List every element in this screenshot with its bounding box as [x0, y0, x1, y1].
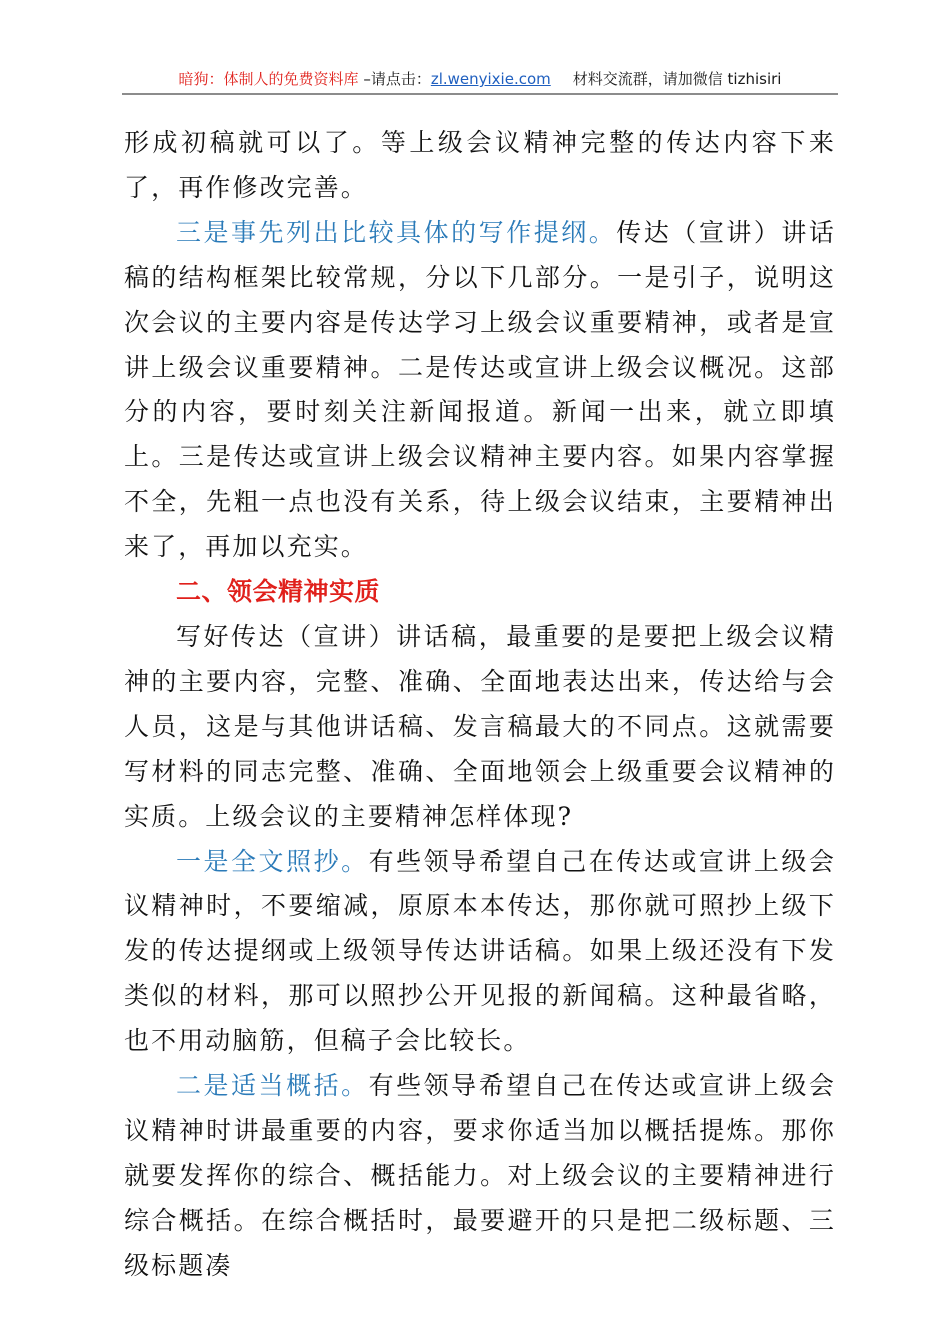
paragraph-text: 有些领导希望自己在传达或宣讲上级会议精神时讲最重要的内容，要求你适当加以概括提炼。那你就要发挥你的综合、概括能力。对上级会议的主要精神进行综合概括。在综合概括时，最要避开的只是把二级标题、三级标题凑 [124, 1071, 837, 1280]
paragraph-lead-phrase: 二是适当概括。 [176, 1071, 369, 1101]
header-website-link[interactable]: zl.wenyixie.com [430, 70, 551, 88]
header-prompt-text: –请点击： [358, 70, 431, 88]
paragraph-point-one [124, 840, 836, 1065]
paragraph-text: 有些领导希望自己在传达或宣讲上级会议精神时，不要缩减，原原本本传达，那你就可照抄上级下发的传达提纲或上级领导传达讲话稿。如果上级还没有下发类似的材料，那可以照抄公开见报的新闻稿。这种最省略，也不用动脑筋，但稿子会比较长。 [124, 846, 837, 1056]
paragraph-text: 写好传达（宣讲）讲话稿，最重要的是要把上级会议精神的主要内容，完整、准确、全面地表达出来，传达给与会人员，这是与其他讲话稿、发言稿最大的不同点。这就需要写材料的同志完整、准确、全面地领会上级重要会议精神的实质。上级会议的主要精神怎样体现? [124, 621, 836, 831]
paragraph-intro [124, 615, 836, 840]
document-body [124, 121, 836, 1289]
header-brand-text: 暗狗：体制人的免费资料库 [178, 70, 359, 88]
page-header [122, 68, 838, 95]
paragraph-text: 形成初稿就可以了。等上级会议精神完整的传达内容下来了，再作修改完善。 [124, 128, 836, 202]
paragraph-outline [124, 211, 836, 570]
paragraph-lead-phrase: 一是全文照抄。 [176, 846, 369, 876]
header-contact-text: 材料交流群，请加微信 tizhisiri [572, 70, 782, 88]
paragraph-point-two [124, 1064, 836, 1289]
paragraph-text: 传达（宣讲）讲话稿的结构框架比较常规，分以下几部分。一是引子，说明这次会议的主要内容是传达学习上级会议重要精神，或者是宣讲上级会议重要精神。二是传达或宣讲上级会议概况。这部分的内容，要时刻关注新闻报道。新闻一出来，就立即填上。三是传达或宣讲上级会议精神主要内容。如果内容掌握不全，先粗一点也没有关系，待上级会议结束，主要精神出来了，再加以充实。 [124, 217, 836, 562]
section-heading: 二、领会精神实质 [176, 577, 381, 607]
paragraph-lead-phrase: 三是事先列出比较具体的写作提纲。 [176, 217, 617, 247]
paragraph-continuation [124, 121, 836, 211]
